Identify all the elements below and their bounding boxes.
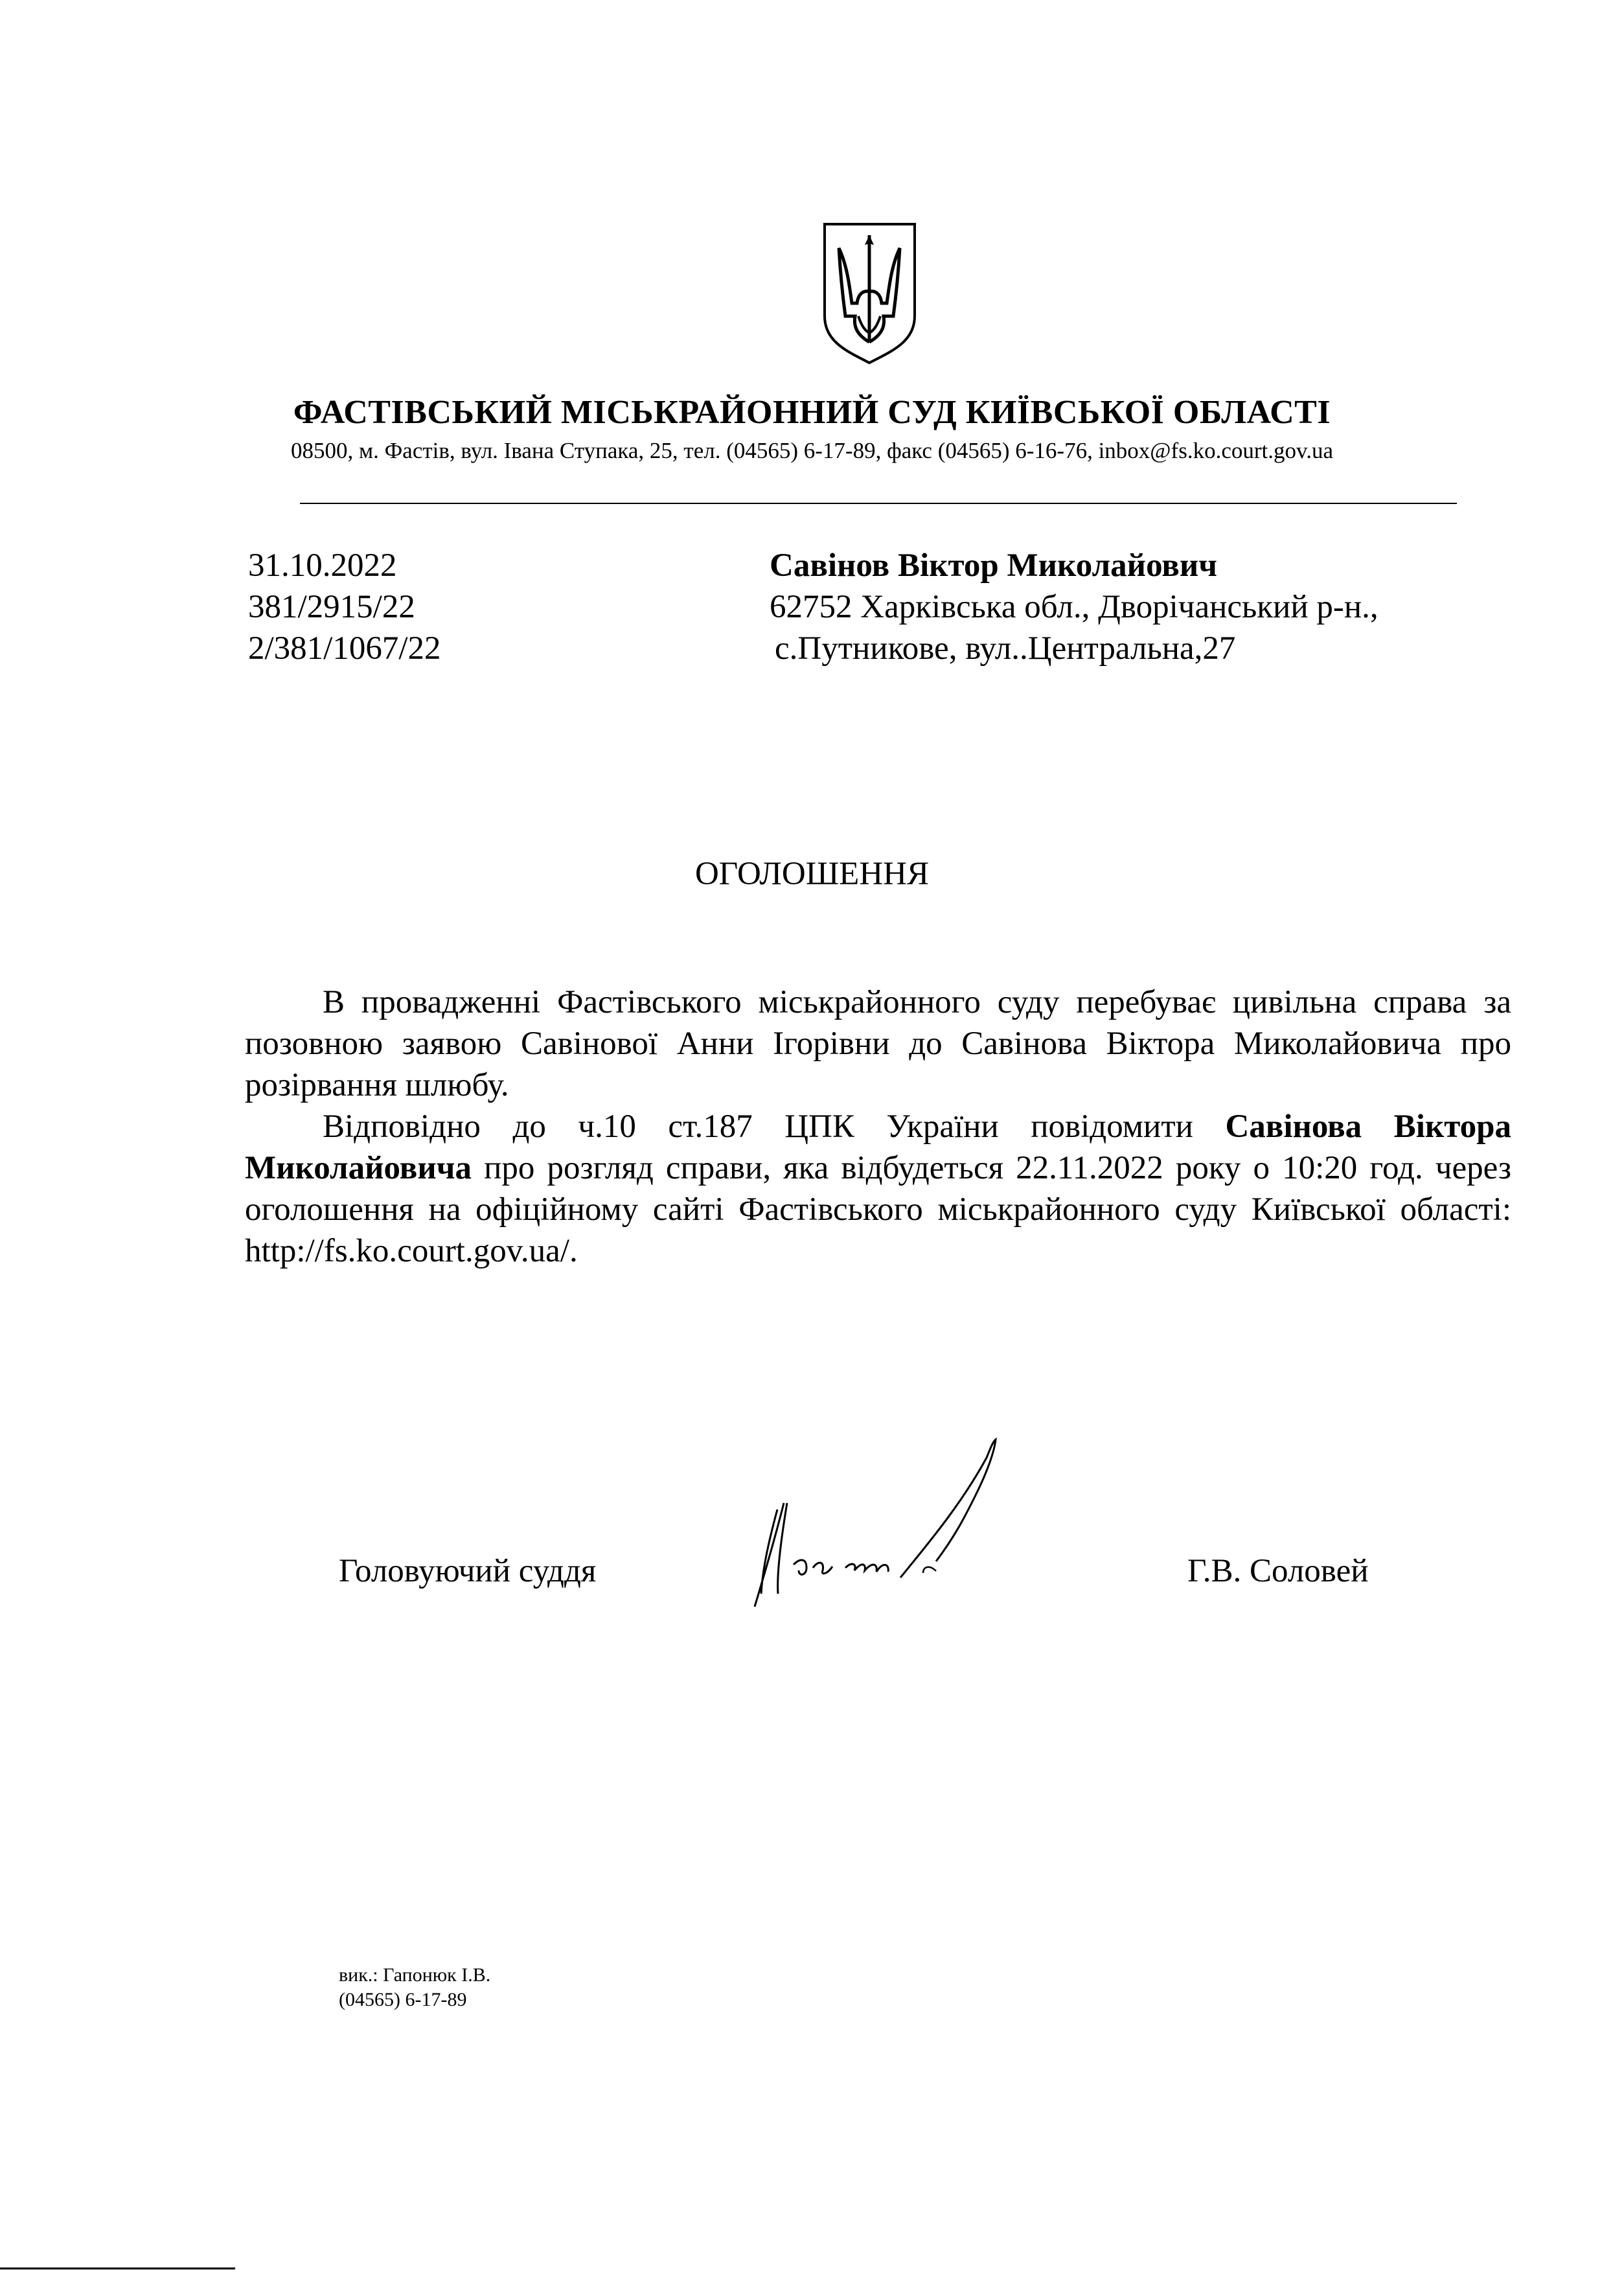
header-divider <box>300 503 1457 504</box>
court-name: ФАСТІВСЬКИЙ МІСЬКРАЙОННИЙ СУД КИЇВСЬКОЇ ОБЛАСТІ <box>293 394 1331 431</box>
paragraph-2-start: Відповідно до ч.10 ст.187 ЦПК України повідомити <box>323 1108 1226 1145</box>
announcement-body <box>245 982 1511 1272</box>
case-number: 381/2915/22 <box>248 589 415 625</box>
signer-role: Головуючий суддя <box>339 1553 597 1589</box>
recipient-name: Савінов Віктор Миколайович <box>770 547 1217 584</box>
executor-name: вик.: Гапонюк І.В. <box>339 1964 491 1986</box>
paragraph-1: В провадженні Фастівського міськрайонного суду перебуває цивільна справа за позовною заявою Савінової Анни Ігорівни до Савінова Віктора Миколайовича про розірвання шлюбу. <box>245 984 1511 1103</box>
recipient-address-line2: с.Путникове, вул..Центральна,27 <box>775 630 1236 667</box>
coat-of-arms-icon <box>819 219 920 367</box>
signer-name: Г.В. Соловей <box>1187 1553 1369 1589</box>
executor-phone: (04565) 6-17-89 <box>339 1989 467 2010</box>
reference-block <box>248 545 441 669</box>
proceeding-number: 2/381/1067/22 <box>248 630 441 667</box>
letter-date: 31.10.2022 <box>248 547 397 584</box>
handwritten-signature <box>716 1432 1053 1620</box>
paragraph-2-end: про розгляд справи, яка відбудеться 22.11.2022 року о 10:20 год. через оголошення на офіційному сайті Фастівського міськрайонного суду Київської області: http://fs.ko.court.gov.ua/. <box>245 1150 1511 1269</box>
paragraph-2 <box>245 1106 1511 1272</box>
defendant-name: Савінова Віктора Миколайовича <box>245 1108 1511 1186</box>
recipient-block <box>770 545 1378 669</box>
recipient-address-line1: 62752 Харківська обл., Дворічанський р-н., <box>770 589 1378 625</box>
executor-block <box>339 1963 490 2012</box>
document-title: ОГОЛОШЕННЯ <box>694 856 930 892</box>
court-address: 08500, м. Фастів, вул. Івана Ступака, 25, тел. (04565) 6-17-89, факс (04565) 6-16-76, inbox@fs.ko.court.gov.ua <box>290 438 1333 463</box>
footer-line <box>0 2268 235 2269</box>
